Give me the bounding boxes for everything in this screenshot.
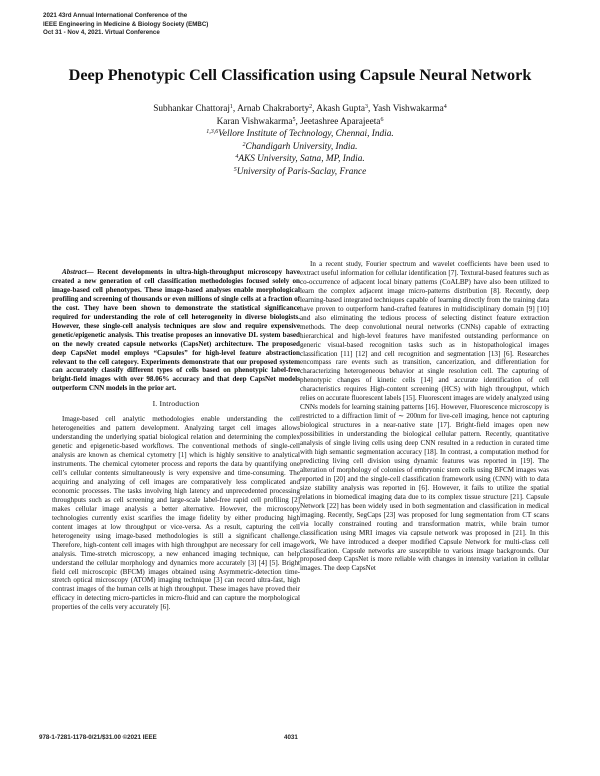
affiliation-3	[0, 153, 600, 166]
affiliation-text: AKS University, Satna, MP, India.	[238, 154, 365, 164]
author-sup: 6	[380, 116, 384, 123]
abstract-label: Abstract	[62, 268, 87, 276]
abstract	[52, 268, 300, 393]
author-name: Akash Gupta	[316, 104, 366, 114]
paper-title: Deep Phenotypic Cell Classification using Capsule Neural Network	[68, 66, 532, 84]
affiliation-4	[0, 166, 600, 179]
author-row-1: Subhankar Chattoraj$^1$, Arnab Chakraborty$^2$, Akash Gupta$^3$, Yash Vishwakarma$^4$	[153, 104, 447, 114]
conference-line-2: IEEE Engineering in Medicine & Biology Society (EMBC)	[43, 20, 209, 28]
conference-line-1: 2021 43rd Annual International Conference of the	[43, 12, 188, 19]
affiliation-sup: 4	[235, 154, 239, 160]
conference-header	[43, 12, 208, 38]
affiliation-sup: 1,3,6	[206, 129, 219, 135]
author-name: Subhankar Chattoraj	[153, 104, 230, 114]
introduction-paragraph: Image-based cell analytic methodologies enable understanding the cell heterogeneities and pattern development. Analyzing target cell images allows understanding the underlying spatial biological relation and determining the complex genetic and epigenetic-based workflows. The conventional methods of single-cell analysis are known as chemical cytometry [1] which is highly sensitive to analytical instruments. The chemical cytometer process and reports the data by quantifying one cell’s cellular contents simultaneously is very expensive and time-consuming. The acquiring and analyzing of cell images are comparatively less complicated and economic processes. The tasks involving high latency and unprecedented processing throughputs such as cell screening and large-scale label-free rapid cell profiling [2] makes cellular image analysis a better alternative. However, the microscopy technologies currently exist scarifies the image fidelity by either producing high content images at low throughput or vice-versa. As a result, capturing the cell heterogeneity using image-based methodologies is still a significant challenge. Therefore, high-content cell images with high throughput are necessary for cell image analysis. Time-stretch microscopy, a new enhanced imaging technique, can help understand the cellular morphology and dynamics more accurately [3] [4] [5]. Bright field cell microscopic (BFCM) images obtained using Asymmetric-detection time-stretch optical microscopy (ATOM) imaging technique [3] can record ultra-fast, high contrast images of the human cells at high throughput. These images have proved their efficacy in detecting micro-particles in micro-fluid and can capture the morphological properties of the cells very accurately [6].	[52, 415, 300, 612]
left-column	[52, 268, 300, 612]
author-block	[0, 103, 600, 178]
affiliation-text: University of Paris-Saclay, France	[236, 166, 367, 177]
author-sup: 5	[292, 116, 296, 123]
affiliation-sup: 2	[242, 141, 246, 148]
affiliation-2	[0, 141, 600, 154]
affiliation-text: Chandigarh University, India.	[245, 141, 358, 152]
affiliation-sup: 5	[233, 166, 237, 173]
author-name: Arnab Chakraborty	[237, 104, 310, 114]
affiliation-text: Vellore Institute of Technology, Chennai, India.	[218, 129, 394, 139]
affiliation-1	[0, 128, 600, 141]
body-paragraph: In a recent study, Fourier spectrum and wavelet coefficients have been used to extract useful information for cellular identification [7]. Textural-based features such as co-occurrence of adjacent local binary patterns (CoALBP) have also been utilized to learn the complex adjacent image micro-patterns distribution [8]. Recently, deep learning-based integrated techniques capable of learning directly from the training data have proven to outperform hand-crafted features in multidisciplinary domain [9] [10] and also eliminating the tedious process of selecting distinct feature extraction methods. The deep convolutional neural networks (CNNs) capable of extracting hierarchical and high-level features have manifested outstanding performance on generic visual-based recognition tasks such as in histopathological images classification [11] [12] and cell recognition and segmentation [13] [6]. Researches encompass rare events such as transition, cancerization, and differentiation for characterizing heterogeneous behavior at single resolution cell. The capturing of phenotypic changes of kinetic cells [14] and accurate identification of cell characteristics requires High-content screening (HCS) with high throughput, which relies on accurate fluorescent labels [15]. Fluorescent images are widely analyzed using CNNs models for learning staining patterns [16]. However, Fluorescence microscopy is restricted to a diffraction limit of ∼ 200nm for live-cell imaging, hence not capturing biological structures in a near-native state [17]. Bright-field images open new possibilities in understanding the biological cellular pattern. Recently, quantitative analysis of single living cells using deep CNN resulted in a reduction in curated time with high semantic segmentation accuracy [18]. In contrast, a computation method for predicting living cell division using dynamic features was reported in [19]. The alteration of morphology of colonies of embryonic stem cells using BFCM images was reported in [20] and the single-cell classification framework using (CNN) with to data size stability analysis was reported in [6]. However, it fails to utilize the spatial relations in biomedical imaging data due to its complex tissue structure [21]. Capsule Network [22] has been widely used in both segmentation and classification in medical imaging. Recently, SegCaps [23] was proposed for lung segmentation from CT scans via locally constrained routing and transformation matrix, while brain tumor classification using MRI images via capsule network was proposed in [21]. In this work, We have introduced a deeper modified Capsule Network for multi-class cell classification. Capsule networks are susceptible to various image backgrounds. Our proposed deep CapsNet is more reliable with changes in intensity variation in cellular images. The deep CapsNet	[300, 260, 549, 573]
copyright-footer: 978-1-7281-1178-0/21/$31.00 ©2021 IEEE	[39, 734, 157, 741]
page-number: 4031	[284, 734, 298, 741]
section-heading-introduction: I. Introduction	[152, 399, 200, 409]
author-name: Yash Vishwakarma	[372, 104, 444, 114]
author-name: Jeetashree Aparajeeta	[300, 116, 381, 127]
right-column	[300, 260, 549, 573]
author-sup: 2	[309, 104, 313, 110]
abstract-text: — Recent developments in ultra-high-throughput microscopy have created a new generation of cell classification methodologies focused solely on image-based cell phenotypes. These image-based analyses enable morphological profiling and screening of thousands or even millions of single cells at a fraction of the cost. They have been shown to demonstrate the statistical significance required for understanding the role of cell heterogeneity in diverse biologists. However, these single-cell analysis techniques are slow and require expensive genetic/epigenetic analysis. This treatise proposes an innovative DL system based on the newly created capsule networks (CapsNet) architecture. The proposed deep CapsNet model employs “Capsules” for high-level feature abstraction relevant to the cell category. Experiments demonstrate that our proposed system can accurately classify different types of cells based on phenotypic label-free bright-field images with over 98.06% accuracy and that deep CapsNet models outperform CNN models in the prior art.	[52, 268, 300, 393]
author-name: Karan Vishwakarma	[216, 116, 293, 127]
author-sup: 4	[443, 104, 447, 110]
author-sup: 3	[365, 104, 369, 110]
conference-line-3: Oct 31 - Nov 4, 2021. Virtual Conference	[43, 29, 160, 37]
author-sup: 1	[229, 104, 233, 110]
author-row-2: Karan Vishwakarma$^5$, Jeetashree Aparajeeta$^6$	[216, 116, 384, 127]
